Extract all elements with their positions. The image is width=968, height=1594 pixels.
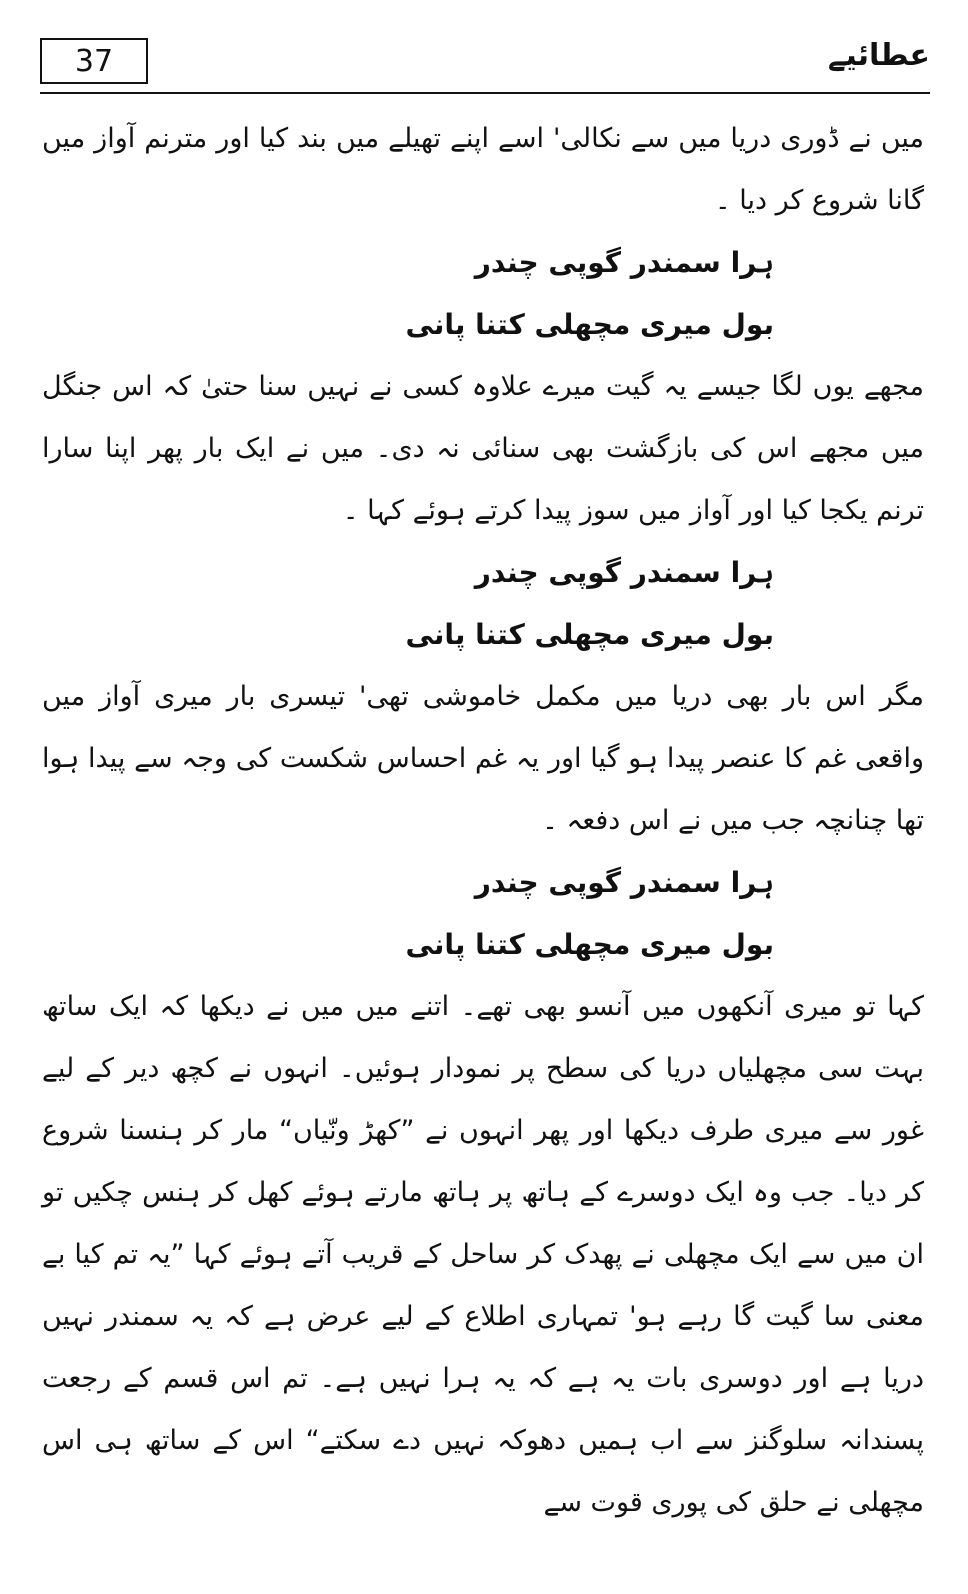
verse-line: ہرا سمندر گوپی چندر [474, 246, 774, 279]
page-body [42, 108, 924, 1534]
paragraph: کہا تو میری آنکھوں میں آنسو بھی تھے۔ اتنے میں میں نے دیکھا کہ ایک ساتھ بہت سی مچھلیاں دریا کی سطح پر نمودار ہوئیں۔ انہوں نے کچھ دیر کے لیے غور سے میری طرف دیکھا اور پھر انہوں نے ”کھڑ ونّیاں“ مار کر ہنسنا شروع کر دیا۔ جب وہ ایک دوسرے کے ہاتھ پر ہاتھ مارتے ہوئے کھل کر ہنس چکیں تو ان میں سے ایک مچھلی نے پھدک کر ساحل کے قریب آتے ہوئے کہا ”یہ تم کیا بے معنی سا گیت گا رہے ہو' تمہاری اطلاع کے لیے عرض ہے کہ یہ سمندر نہیں دریا ہے اور دوسری بات یہ ہے کہ یہ ہرا نہیں ہے۔ تم اس قسم کے رجعت پسندانہ سلوگنز سے اب ہمیں دھوکہ نہیں دے سکتے“ اس کے ساتھ ہی اس مچھلی نے حلق کی پوری قوت سے [42, 991, 924, 1518]
running-head: عطائیے [827, 38, 930, 73]
verse-line: بول میری مچھلی کتنا پانی [405, 618, 774, 651]
verse-line: بول میری مچھلی کتنا پانی [405, 308, 774, 341]
paragraph: مگر اس بار بھی دریا میں مکمل خاموشی تھی' تیسری بار میری آواز میں واقعی غم کا عنصر پیدا ہو گیا اور یہ غم احساس شکست کی وجہ سے پیدا ہوا تھا چنانچہ جب میں نے اس دفعہ ۔ [42, 681, 924, 836]
page-header [40, 38, 930, 100]
paragraph: مجھے یوں لگا جیسے یہ گیت میرے علاوہ کسی نے نہیں سنا حتیٰ کہ اس جنگل میں مجھے اس کی بازگشت بھی سنائی نہ دی۔ میں نے ایک بار پھر اپنا سارا ترنم یکجا کیا اور آواز میں سوز پیدا کرتے ہوئے کہا ۔ [42, 371, 924, 526]
verse-line: بول میری مچھلی کتنا پانی [405, 928, 774, 961]
verse-line: ہرا سمندر گوپی چندر [474, 556, 774, 589]
verse-line: ہرا سمندر گوپی چندر [474, 866, 774, 899]
header-rule [40, 92, 930, 94]
paragraph: میں نے ڈوری دریا میں سے نکالی' اسے اپنے تھیلے میں بند کیا اور مترنم آواز میں گانا شروع کر دیا ۔ [42, 123, 924, 216]
page-number: 37 [40, 38, 148, 84]
